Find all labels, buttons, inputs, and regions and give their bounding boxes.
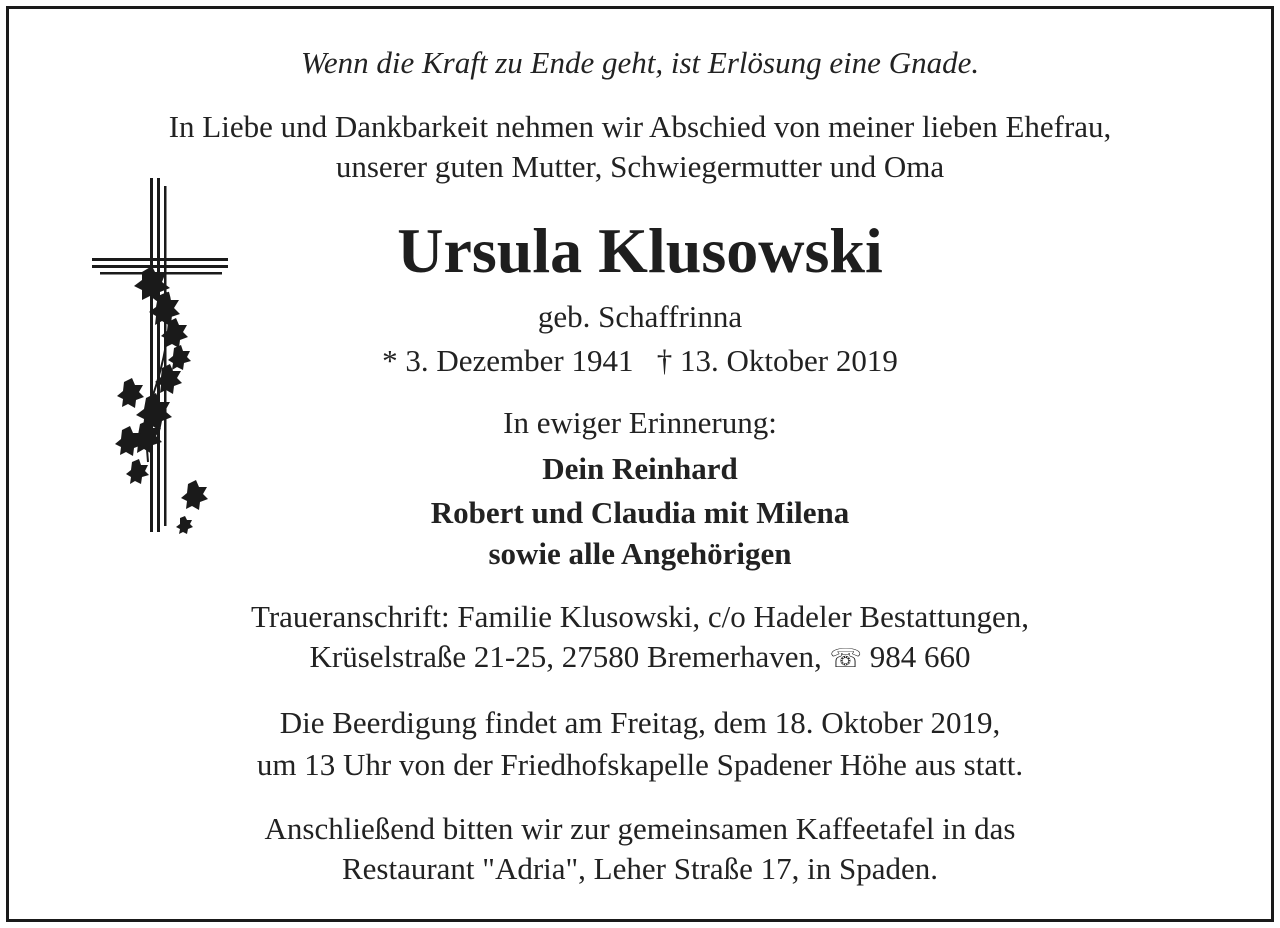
funeral-line-1: Die Beerdigung findet am Freitag, dem 18. Oktober 2019, — [279, 705, 1001, 740]
memory-heading: In ewiger Erinnerung: — [503, 405, 777, 440]
reception-line-1: Anschließend bitten wir zur gemeinsamen Kaffeetafel in das — [264, 811, 1016, 846]
telephone-icon: ☏ — [829, 644, 862, 674]
phone-number: 984 660 — [869, 639, 971, 674]
family-member-1: Dein Reinhard — [542, 451, 738, 486]
life-dates: * 3. Dezember 1941 † 13. Oktober 2019 — [382, 343, 898, 378]
family-member-3: sowie alle Angehörigen — [488, 536, 792, 571]
address-line-2 — [0, 638, 1280, 678]
address-street: Krüselstraße 21-25, 27580 Bremerhaven, — [309, 639, 822, 674]
family-member-2: Robert und Claudia mit Milena — [430, 495, 850, 530]
motto: Wenn die Kraft zu Ende geht, ist Erlösung eine Gnade. — [300, 45, 980, 80]
address-line-1: Traueranschrift: Familie Klusowski, c/o Hadeler Bestattungen, — [251, 599, 1029, 634]
intro-line-1: In Liebe und Dankbarkeit nehmen wir Abschied von meiner lieben Ehefrau, — [168, 109, 1112, 144]
reception-line-2: Restaurant "Adria", Leher Straße 17, in Spaden. — [341, 851, 939, 886]
maiden-name: geb. Schaffrinna — [537, 299, 743, 334]
intro-line-2: unserer guten Mutter, Schwiegermutter und Oma — [335, 149, 945, 184]
funeral-line-2: um 13 Uhr von der Friedhofskapelle Spadener Höhe aus statt. — [256, 747, 1024, 782]
deceased-name: Ursula Klusowski — [397, 215, 883, 286]
